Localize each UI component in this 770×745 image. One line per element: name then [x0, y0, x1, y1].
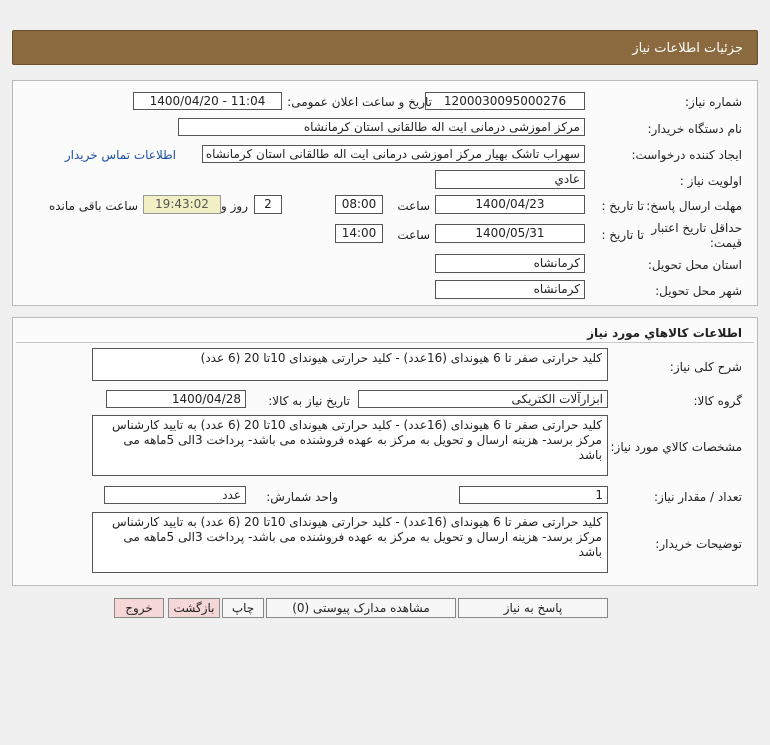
validity-label-line1: حداقل تاریخ اعتبار: [651, 221, 742, 235]
reply-to-need-button[interactable]: پاسخ به نیاز: [458, 598, 608, 618]
priority-field: عادي: [435, 170, 585, 189]
deadline-label: مهلت ارسال پاسخ:: [646, 199, 742, 213]
priority-label: اولویت نیاز :: [679, 174, 742, 188]
buyer-description-label: توضیحات خریدار:: [655, 537, 742, 551]
days-remaining-field: 2: [254, 195, 282, 214]
need-number-label: شماره نیاز:: [685, 95, 742, 109]
need-summary-field: کلید حرارتی صفر تا 6 هیوندای (16عدد) - کلید حرارتی هیوندای 10تا 20 (6 عدد): [92, 348, 608, 381]
request-creator-field: سهراب تاشک بهیار مرکز اموزشی درمانی ایت اله طالقانی استان کرمانشاه: [202, 145, 585, 163]
delivery-province-label: استان محل تحویل:: [647, 258, 742, 272]
goods-group-field: ابزارآلات الکتریکی: [358, 390, 608, 408]
buyer-contact-link[interactable]: اطلاعات تماس خریدار: [64, 148, 176, 162]
validity-label: [651, 221, 742, 251]
page-header: [12, 30, 758, 65]
delivery-province-field: کرمانشاه: [435, 254, 585, 273]
delivery-city-field: کرمانشاه: [435, 280, 585, 299]
validity-date-field: 1400/05/31: [435, 224, 585, 243]
days-label: روز و: [221, 199, 248, 213]
need-date-field: 1400/04/28: [106, 390, 246, 408]
validity-label-line2: قیمت:: [709, 236, 742, 250]
quantity-field: 1: [459, 486, 608, 504]
goods-specs-field: کلید حرارتی صفر تا 6 هیوندای (16عدد) - کلید حرارتی هیوندای 10تا 20 (6 عدد) به تایید کارشناس مرکز برسد- هزینه ارسال و تحویل به مرکز به عهده فروشنده می باشد- پرداخت 3الی 5ماهه می باشد: [92, 415, 608, 476]
deadline-time-label: ساعت: [397, 199, 430, 213]
goods-group-label: گروه کالا:: [693, 394, 742, 408]
page-title: جزئیات اطلاعات نیاز: [632, 41, 743, 56]
announce-date-field: 1400/04/20 - 11:04: [133, 92, 282, 110]
validity-time-field: 14:00: [335, 224, 383, 243]
request-creator-label: ایجاد کننده درخواست:: [631, 148, 742, 162]
need-date-label: تاریخ نیاز به کالا:: [268, 394, 350, 408]
remaining-time-field: 19:43:02: [143, 195, 221, 214]
announce-date-label: تاریخ و ساعت اعلان عمومی:: [287, 95, 432, 109]
need-summary-label: شرح کلی نیاز:: [669, 360, 742, 374]
deadline-time-field: 08:00: [335, 195, 383, 214]
goods-specs-label: مشخصات کالاي مورد نياز:: [610, 440, 742, 454]
need-info-panel: [12, 80, 758, 306]
exit-button[interactable]: خروج: [114, 598, 164, 618]
buyer-description-field: کلید حرارتی صفر تا 6 هیوندای (16عدد) - کلید حرارتی هیوندای 10تا 20 (6 عدد) به تایید کارشناس مرکز برسد- هزینه ارسال و تحویل به مرکز به عهده فروشنده می باشد- پرداخت 3الی 5ماهه می باشد: [92, 512, 608, 573]
quantity-label: تعداد / مقدار نیاز:: [654, 490, 742, 504]
print-button[interactable]: چاپ: [222, 598, 264, 618]
delivery-city-label: شهر محل تحویل:: [655, 284, 742, 298]
deadline-date-field: 1400/04/23: [435, 195, 585, 214]
validity-time-label: ساعت: [397, 228, 430, 242]
view-attachments-button[interactable]: مشاهده مدارک پیوستی (0): [266, 598, 456, 618]
buyer-org-label: نام دستگاه خریدار:: [647, 122, 742, 136]
back-button[interactable]: بازگشت: [168, 598, 220, 618]
need-number-field: 1200030095000276: [425, 92, 585, 110]
unit-label: واحد شمارش:: [266, 490, 338, 504]
section-divider: [16, 342, 754, 343]
deadline-to-date-label: تا تاریخ :: [601, 199, 644, 213]
goods-section-title: اطلاعات کالاهاي مورد نياز: [587, 326, 742, 340]
remaining-time-label: ساعت باقی مانده: [48, 199, 138, 213]
unit-field: عدد: [104, 486, 246, 504]
buyer-org-field: مرکز اموزشی درمانی ایت اله طالقانی استان کرمانشاه: [178, 118, 585, 136]
validity-to-date-label: تا تاریخ :: [601, 228, 644, 242]
